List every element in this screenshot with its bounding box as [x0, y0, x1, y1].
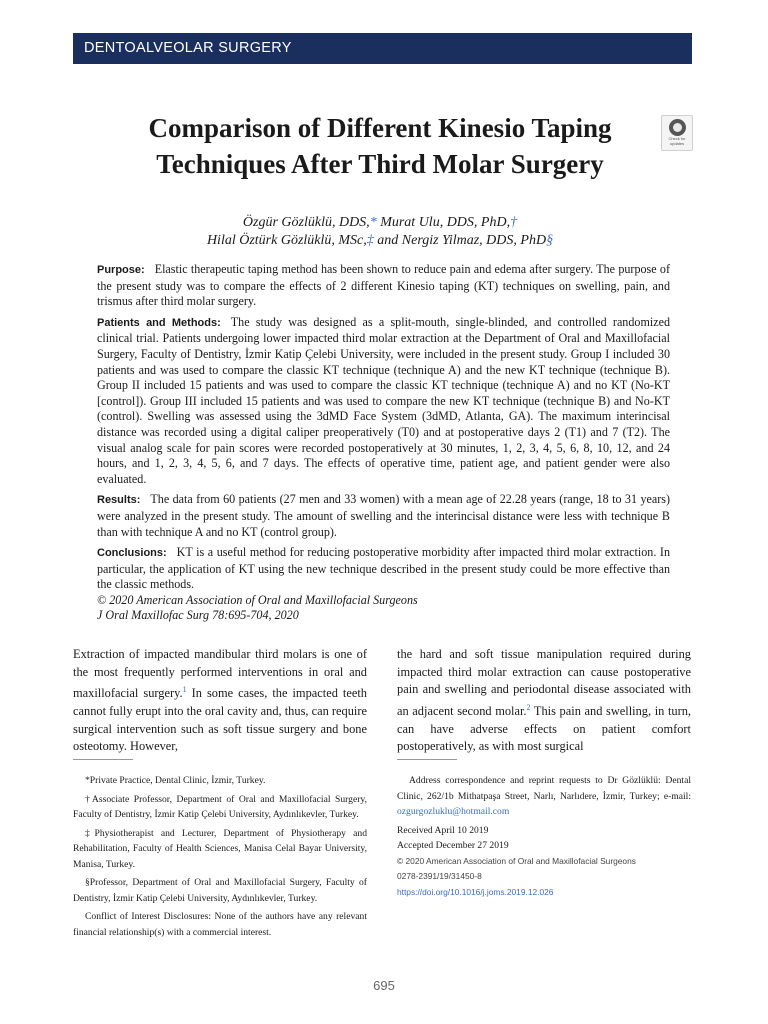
abstract-purpose	[97, 262, 670, 310]
article-title: Comparison of Different Kinesio Taping Techniques After Third Molar Surgery	[148, 113, 612, 179]
author-name: Hilal Öztürk Gözlüklü, MSc,	[206, 233, 367, 248]
footnote: *Private Practice, Dental Clinic, İzmir, Turkey.	[85, 775, 266, 786]
check-updates-label: Check for updates	[668, 136, 686, 146]
address-text: Address correspondence and reprint requests to Dr Gözlüklü: Dental Clinic, 262/1b Mithatpaşa Street, Narlı, Narlıdere, İzmir, Turkey; e-mail:	[397, 775, 691, 802]
affiliation-mark[interactable]: §	[546, 233, 554, 248]
abstract-methods	[97, 315, 670, 488]
footnotes-left	[73, 773, 367, 943]
journal-citation: J Oral Maxillofac Surg 78:695-704, 2020	[97, 608, 299, 623]
footnote-divider	[397, 759, 457, 760]
received-date: Received April 10 2019	[397, 824, 489, 836]
doi-link[interactable]: https://doi.org/10.1016/j.joms.2019.12.026	[397, 886, 554, 897]
abstract-text: The data from 60 patients (27 men and 33 women) with a mean age of 22.28 years (range, 18 to 31 years) were analyzed in the present study. The amount of swelling and the interincisal distance were less with technique B than with technique A and no KT (control group).	[97, 492, 670, 539]
check-for-updates-badge[interactable]	[661, 115, 693, 151]
affiliation-mark[interactable]: ‡	[366, 233, 374, 248]
body-column-right	[397, 646, 691, 756]
section-label: DENTOALVEOLAR SURGERY	[84, 40, 292, 56]
footnote: ‡Physiotherapist and Lecturer, Department of Physiotherapy and Rehabilitation, Faculty of Health Sciences, Manisa Celal Bayar University, Manisa, Turkey.	[73, 827, 367, 870]
body-paragraph	[397, 646, 691, 756]
abstract-label: Purpose:	[97, 264, 145, 276]
abstract-label: Conclusions:	[97, 547, 167, 560]
body-text: In some cases, the impacted teeth cannot fully erupt into the oral cavity and, thus, can require surgical intervention such as soft tissue surgery and bone osteotomy. However,	[73, 686, 367, 754]
author-line-1	[95, 214, 665, 232]
page-number: 695	[373, 978, 395, 993]
author-name: Özgür Gözlüklü, DDS,	[242, 215, 370, 230]
footnote: †Associate Professor, Department of Oral and Maxillofacial Surgery, Faculty of Dentistry, İzmir Katip Çelebi University, Aydınlıkevler, Turkey.	[73, 793, 367, 820]
footnote: §Professor, Department of Oral and Maxillofacial Surgery, Faculty of Dentistry, İzmir Katip Çelebi University, Aydınlıkevler, Turkey.	[73, 877, 367, 904]
reference-link[interactable]: 2	[526, 702, 531, 712]
reference-link[interactable]: 1	[182, 685, 187, 695]
affiliation-mark[interactable]: †	[510, 215, 518, 230]
abstract-label: Patients and Methods:	[97, 316, 221, 329]
abstract-text: The study was designed as a split-mouth, single-blinded, and controlled randomized clinical trial. Patients undergoing lower impacted third molar extraction at the Department of Oral and Maxillofacial Surgery, Faculty of Dentistry, İzmir Katip Çelebi University, were included in the present study. Group I included 30 patients and was used to compare the classic KT technique (technique A) and the new KT technique (technique B). Group II included 15 patients and was used to compare the classic KT technique (technique A) and no KT (No-KT [control]). Group III included 15 patients and was used to compare the new KT technique (technique B) and No-KT (control). Swelling was assessed using the 3dMD Face System (3dMD, Atlanta, GA). The maximum interincisal distance was recorded using a digital caliper preoperatively (T0) and at postoperative days 2 (T1) and 7 (T2). The visual analog scale for pain scores were recorded postoperatively at 30 minutes, 1, 2, 3, 4, 5, 6, 8, 10, 12, and 24 hours, and 1, 2, 3, 4, 5, 6, and 7 days. The effects of operative time, patient age, and patient gender were also evaluated.	[97, 314, 670, 486]
accepted-date: Accepted December 27 2019	[397, 840, 509, 851]
footnote-divider	[73, 759, 133, 760]
email-link[interactable]: ozgurgozluklu@hotmail.com	[397, 806, 510, 817]
correspondence-address	[397, 773, 691, 820]
abstract-conclusions	[97, 545, 670, 593]
issn: 0278-2391/19/31450-8	[397, 871, 482, 881]
crossmark-icon	[669, 119, 686, 136]
section-header	[73, 33, 692, 64]
footnotes-right	[397, 773, 691, 900]
abstract-text: KT is a useful method for reducing postoperative morbidity after impacted third molar extraction. In particular, the application of KT using the new technique described in the present study could be more effective than the classic methods.	[97, 545, 670, 592]
abstract	[97, 262, 670, 624]
footnote: Conflict of Interest Disclosures: None of the authors have any relevant financial relationship(s) with a commercial interest.	[73, 911, 367, 938]
body-text: Extraction of impacted mandibular third molars is one of the most frequently performed interventions in oral and maxillofacial surgery.	[73, 647, 367, 701]
abstract-results	[97, 492, 670, 540]
body-text: This pain and swelling, in turn, can have adverse effects on patient comfort postoperatively, as with most surgical	[397, 703, 691, 754]
author-list	[95, 214, 665, 250]
author-line-2	[95, 232, 665, 250]
body-text: the hard and soft tissue manipulation required during impacted third molar extraction can cause postoperative pain and swelling and periodontal disease associated with an adjacent second molar.	[397, 647, 691, 718]
body-paragraph	[73, 646, 367, 756]
affiliation-mark[interactable]: *	[369, 215, 377, 230]
author-name: Murat Ulu, DDS, PhD,	[376, 215, 511, 230]
abstract-copyright: © 2020 American Association of Oral and Maxillofacial Surgeons	[97, 592, 418, 607]
abstract-label: Results:	[97, 494, 141, 507]
body-column-left	[73, 646, 367, 756]
abstract-text: Elastic therapeutic taping method has been shown to reduce pain and edema after surgery. The purpose of the present study was to compare the effects of 2 different Kinesio taping (KT) techniques on swelling, pain, and trismus after third molar surgery.	[97, 262, 670, 309]
copyright-notice: © 2020 American Association of Oral and Maxillofacial Surgeons	[397, 855, 636, 866]
author-name: and Nergiz Yilmaz, DDS, PhD	[373, 233, 547, 248]
